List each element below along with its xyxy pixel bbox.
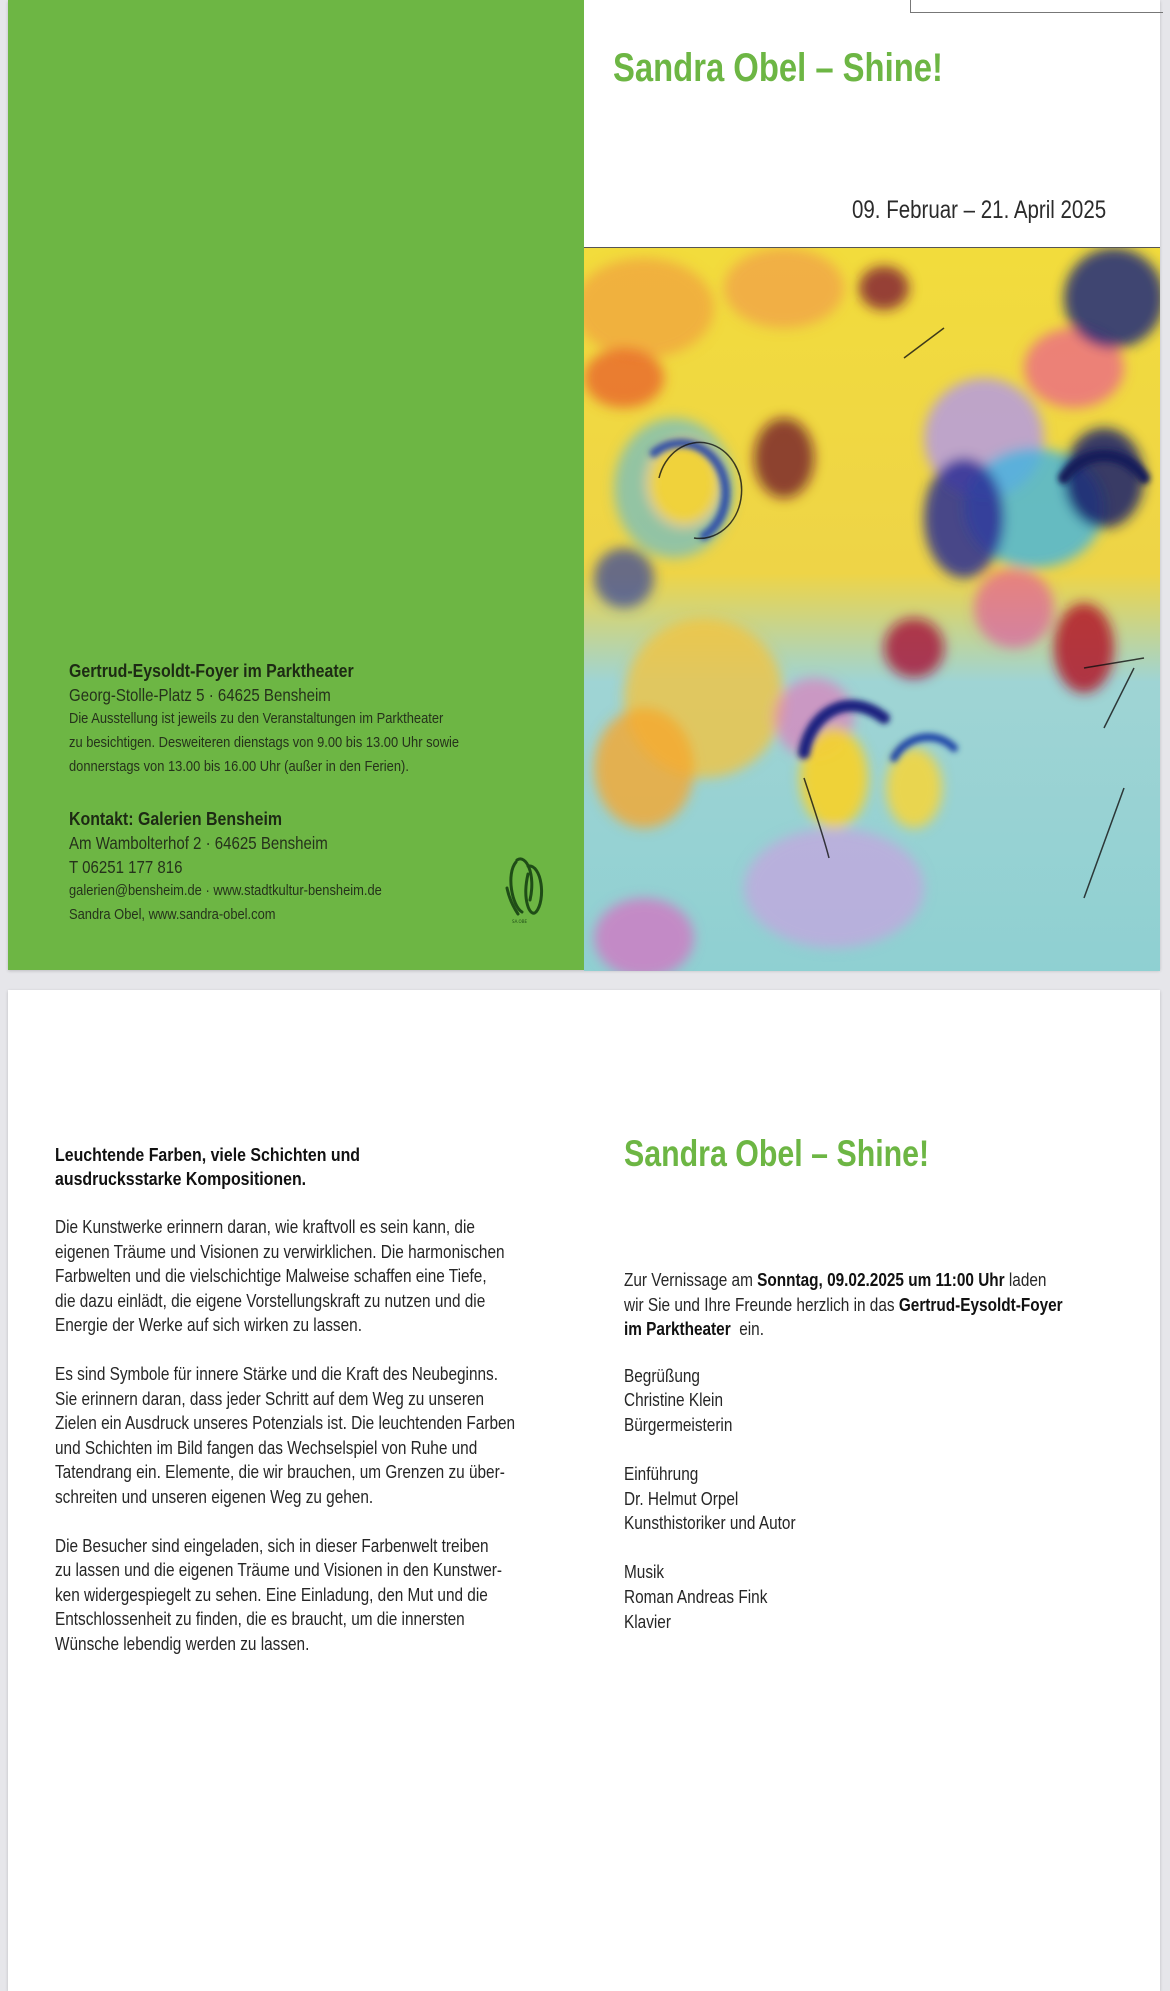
signature-logo-icon	[502, 850, 548, 925]
venue-name-bold: Gertrud-Eysoldt-Foyer	[898, 1293, 1063, 1315]
text-line: Es sind Symbole für innere Stärke und die Kraft des Neubeginns.	[55, 1362, 498, 1384]
program-role: Begrüßung	[624, 1364, 700, 1386]
program-item	[624, 1462, 1144, 1536]
text-line: schreiten und unseren eigenen Weg zu gehen.	[55, 1485, 374, 1507]
artwork-image	[584, 247, 1160, 971]
venue-name-bold: im Parktheater	[624, 1318, 731, 1340]
svg-text:SA.OBE: SA.OBE	[512, 919, 527, 924]
exhibition-title: Sandra Obel – Shine!	[613, 46, 943, 90]
program-role: Einführung	[624, 1463, 699, 1485]
text-line: zu lassen und die eigenen Träume und Visionen in den Kunstwer-	[55, 1559, 503, 1581]
invitation-title: Sandra Obel – Shine!	[624, 1133, 930, 1174]
program-person: Roman Andreas Fink	[624, 1585, 768, 1607]
text: ein.	[730, 1318, 764, 1340]
program-detail: Bürgermeisterin	[624, 1413, 733, 1435]
inside-page	[8, 990, 1160, 1991]
exhibition-date-range: 09. Februar – 21. April 2025	[852, 196, 1107, 224]
program-item	[624, 1560, 1144, 1634]
program-role: Musik	[624, 1561, 665, 1583]
text-line	[624, 1317, 1056, 1342]
program-detail: Klavier	[624, 1610, 671, 1632]
venue-info	[69, 659, 569, 779]
contact-web-link[interactable]: galerien@bensheim.de · www.stadtkultur-bensheim.de	[69, 882, 382, 899]
paragraph	[55, 1362, 575, 1510]
text-line: Energie der Werke auf sich wirken zu lassen.	[55, 1314, 362, 1336]
text-line	[624, 1268, 1056, 1293]
text-line: die dazu einlädt, die eigene Vorstellungskraft zu nutzen und die	[55, 1289, 486, 1311]
invitation-text	[624, 1268, 1144, 1342]
lead-line: ausdrucksstarke Kompositionen.	[55, 1168, 307, 1189]
opening-hours-line: zu besichtigen. Desweiteren dienstags von 9.00 bis 13.00 Uhr sowie	[69, 734, 460, 751]
program-item	[624, 1364, 1144, 1438]
text-line: Die Kunstwerke erinnern daran, wie kraftvoll es sein kann, die	[55, 1216, 475, 1237]
text-line: und Schichten im Bild fangen das Wechselspiel von Ruhe und	[55, 1436, 478, 1458]
lead-line: Leuchtende Farben, viele Schichten und	[55, 1144, 361, 1165]
contact-phone: T 06251 177 816	[69, 857, 183, 877]
venue-address: Georg-Stolle-Platz 5 · 64625 Bensheim	[69, 685, 331, 705]
program-person: Dr. Helmut Orpel	[624, 1487, 739, 1509]
green-back-panel	[8, 0, 584, 970]
text: laden	[1004, 1269, 1047, 1290]
program-person: Christine Klein	[624, 1389, 724, 1411]
opening-hours-line: donnerstags von 13.00 bis 16.00 Uhr (außer in den Ferien).	[69, 758, 409, 775]
text-line: eigenen Träume und Visionen zu verwirklichen. Die harmonischen	[55, 1240, 505, 1262]
text-line: Sie erinnern daran, dass jeder Schritt auf dem Weg zu unseren	[55, 1387, 485, 1409]
text: wir Sie und Ihre Freunde herzlich in das	[624, 1293, 899, 1315]
description-column	[55, 1143, 575, 1657]
text-line: Wünsche lebendig werden zu lassen.	[55, 1632, 310, 1654]
text: Zur Vernissage am	[624, 1269, 758, 1290]
text-line: Farbwelten und die vielschichtige Malweise schaffen eine Tiefe,	[55, 1265, 487, 1287]
text-line: Die Besucher sind eingeladen, sich in dieser Farbenwelt treiben	[55, 1534, 489, 1556]
text-line: Entschlossenheit zu finden, die es braucht, um die innersten	[55, 1608, 465, 1630]
contact-address: Am Wambolterhof 2 · 64625 Bensheim	[69, 833, 328, 853]
program-list	[624, 1364, 1144, 1634]
venue-name: Gertrud-Eysoldt-Foyer im Parktheater	[69, 660, 354, 681]
paragraph	[55, 1534, 575, 1657]
opening-hours-line: Die Ausstellung ist jeweils zu den Veranstaltungen im Parktheater	[69, 710, 444, 727]
artist-web-link[interactable]: Sandra Obel, www.sandra-obel.com	[69, 906, 276, 923]
cover-page	[8, 0, 1160, 970]
contact-title: Kontakt: Galerien Bensheim	[69, 808, 283, 829]
text-line: Tatendrang ein. Elemente, die wir brauchen, um Grenzen zu über-	[55, 1461, 505, 1483]
top-frame-outline	[910, 0, 1163, 13]
invitation-column	[624, 1268, 1144, 1634]
text-line: ken widergespiegelt zu sehen. Eine Einladung, den Mut und die	[55, 1583, 488, 1605]
paragraph	[55, 1215, 575, 1338]
abstract-painting-icon	[584, 248, 1160, 971]
program-detail: Kunsthistoriker und Autor	[624, 1512, 796, 1534]
text-line	[624, 1293, 1063, 1318]
text-line: Zielen ein Ausdruck unseres Potenzials ist. Die leuchtenden Farben	[55, 1412, 516, 1434]
vernissage-datetime: Sonntag, 09.02.2025 um 11:00 Uhr	[757, 1269, 1005, 1290]
